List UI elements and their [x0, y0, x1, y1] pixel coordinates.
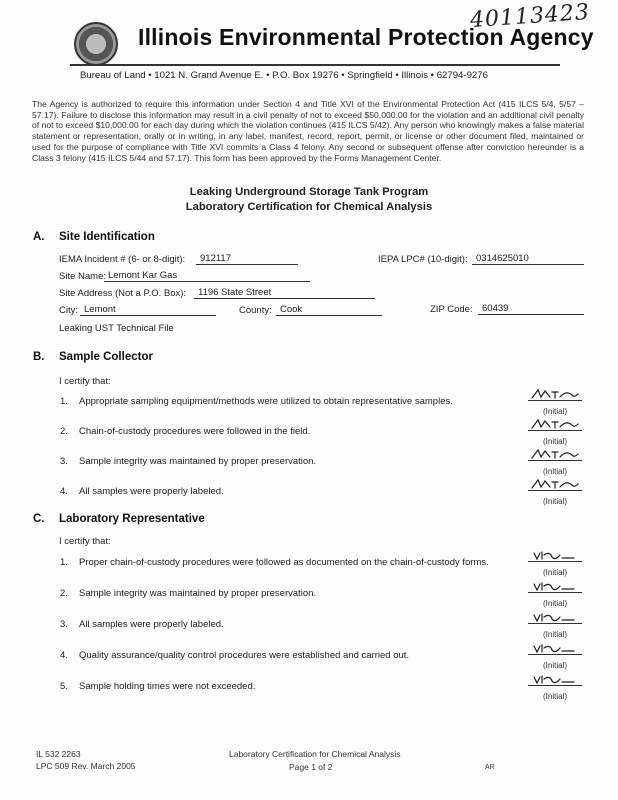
- lab-item-text: Proper chain-of-custody procedures were followed as documented on the chain-of-custody forms.: [79, 557, 489, 568]
- handwritten-initials: [528, 388, 582, 401]
- lab-initial-field[interactable]: [528, 642, 582, 673]
- form-title: Laboratory Certification for Chemical Analysis: [185, 201, 433, 213]
- collector-item-number: 1.: [60, 396, 68, 407]
- lab-initial-field[interactable]: [528, 673, 582, 704]
- section-a-heading: [33, 231, 155, 243]
- handwritten-initials: [528, 418, 582, 431]
- footer-revision: LPC 509 Rev. March 2005: [36, 761, 136, 771]
- initial-label: (Initial): [542, 599, 567, 608]
- site-address-field[interactable]: 1196 State Street: [194, 287, 375, 299]
- collector-item-text: Appropriate sampling equipment/methods were utilized to obtain representative samples.: [79, 396, 453, 407]
- handwritten-initials: [528, 673, 582, 686]
- initial-label: (Initial): [542, 692, 567, 701]
- handwritten-initials: [528, 611, 582, 624]
- footer-form-number: IL 532 2263: [36, 749, 81, 759]
- lab-initial-field[interactable]: [528, 549, 582, 580]
- lab-item-text: All samples were properly labeled.: [79, 619, 224, 630]
- site-name-label: Site Name:: [59, 271, 106, 282]
- section-b-title: Sample Collector: [59, 351, 153, 363]
- lab-item-number: 4.: [60, 650, 68, 661]
- authority-notice: The Agency is authorized to require this information under Section 4 and Title XVI of the Environmental Protection Act (415 ILCS 5/4, 5/57 – 57.17). Failure to disclose this information may result in a civil penalty of not to exceed $50,000.00 for the violation and an additional civil penalty of not to exceed $10,000.00 for each day during which the violation continues (415 ILCS 5/42). Any person who knowingly makes a false material statement or representation, orally or in writing, in any label, manifest, record, report, permit, or license or other document filed, maintained or used for the purpose of compliance with Title XVI commits a Class 4 felony. Any second or subsequent offense after conviction hereunder is a Class 3 felony (415 ILCS 5/44 and 57.17). This form has been approved by the Forms Management Center.: [32, 99, 584, 163]
- handwritten-initials: [528, 478, 582, 491]
- collector-item-number: 2.: [60, 426, 68, 437]
- incident-field[interactable]: 912117: [196, 253, 298, 265]
- tech-file-label: Leaking UST Technical File: [59, 323, 174, 334]
- lpc-field[interactable]: 0314625010: [472, 253, 584, 265]
- lpc-label: IEPA LPC# (10-digit):: [378, 254, 468, 265]
- illinois-state-seal-icon: [74, 22, 118, 66]
- collector-item-text: Chain-of-custody procedures were followed in the field.: [79, 426, 311, 437]
- collector-initial-field[interactable]: [528, 418, 582, 449]
- initial-label: (Initial): [542, 497, 567, 506]
- section-b-heading: [33, 351, 153, 363]
- section-a-letter: A.: [33, 231, 45, 243]
- zip-field[interactable]: 60439: [478, 303, 584, 315]
- initial-label: (Initial): [542, 661, 567, 670]
- lab-initial-field[interactable]: [528, 580, 582, 611]
- section-c-letter: C.: [33, 513, 45, 525]
- handwritten-initials: [528, 580, 582, 593]
- collector-item-number: 3.: [60, 456, 68, 467]
- initial-label: (Initial): [542, 630, 567, 639]
- site-name-field[interactable]: Lemont Kar Gas: [104, 270, 310, 282]
- collector-initial-field[interactable]: [528, 478, 582, 509]
- collector-item-number: 4.: [60, 486, 68, 497]
- program-title: Leaking Underground Storage Tank Program: [189, 186, 429, 198]
- section-c-title: Laboratory Representative: [59, 513, 205, 525]
- zip-label: ZIP Code:: [430, 304, 473, 315]
- handwritten-reference-number: 40113423: [469, 0, 591, 34]
- footer-corner-mark: AR: [485, 764, 495, 771]
- lab-initial-field[interactable]: [528, 611, 582, 642]
- section-c-heading: [33, 513, 205, 525]
- initial-label: (Initial): [542, 407, 567, 416]
- section-b-letter: B.: [33, 351, 45, 363]
- lab-item-text: Sample holding times were not exceeded.: [79, 681, 256, 692]
- initial-label: (Initial): [542, 467, 567, 476]
- section-a-title: Site Identification: [59, 231, 155, 243]
- collector-item-text: All samples were properly labeled.: [79, 486, 224, 497]
- city-field[interactable]: Lemont: [80, 304, 216, 316]
- lab-item-number: 3.: [60, 619, 68, 630]
- handwritten-initials: [528, 448, 582, 461]
- site-address-label: Site Address (Not a P.O. Box):: [59, 288, 187, 299]
- collector-item-text: Sample integrity was maintained by proper preservation.: [79, 456, 317, 467]
- county-label: County:: [239, 305, 272, 316]
- collector-initial-field[interactable]: [528, 448, 582, 479]
- city-label: City:: [59, 305, 78, 316]
- collector-initial-field[interactable]: [528, 388, 582, 419]
- initial-label: (Initial): [542, 437, 567, 446]
- lab-item-number: 2.: [60, 588, 68, 599]
- lab-item-text: Quality assurance/quality control procedures were established and carried out.: [79, 650, 410, 661]
- lab-item-number: 1.: [60, 557, 68, 568]
- header-divider: [70, 64, 560, 66]
- county-field[interactable]: Cook: [276, 304, 382, 316]
- incident-label: IEMA Incident # (6- or 8-digit):: [59, 254, 186, 265]
- section-c-certify: I certify that:: [59, 536, 111, 547]
- lab-item-number: 5.: [60, 681, 68, 692]
- section-b-certify: I certify that:: [59, 376, 111, 387]
- handwritten-initials: [528, 642, 582, 655]
- agency-title: Illinois Environmental Protection Agency: [138, 24, 594, 50]
- handwritten-initials: [528, 549, 582, 562]
- footer-page: Page 1 of 2: [289, 762, 333, 772]
- initial-label: (Initial): [542, 568, 567, 577]
- footer-title: Laboratory Certification for Chemical Analysis: [229, 749, 401, 759]
- agency-address: Bureau of Land • 1021 N. Grand Avenue E. • P.O. Box 19276 • Springfield • Illinois • 62794-9276: [80, 70, 488, 81]
- lab-item-text: Sample integrity was maintained by proper preservation.: [79, 588, 317, 599]
